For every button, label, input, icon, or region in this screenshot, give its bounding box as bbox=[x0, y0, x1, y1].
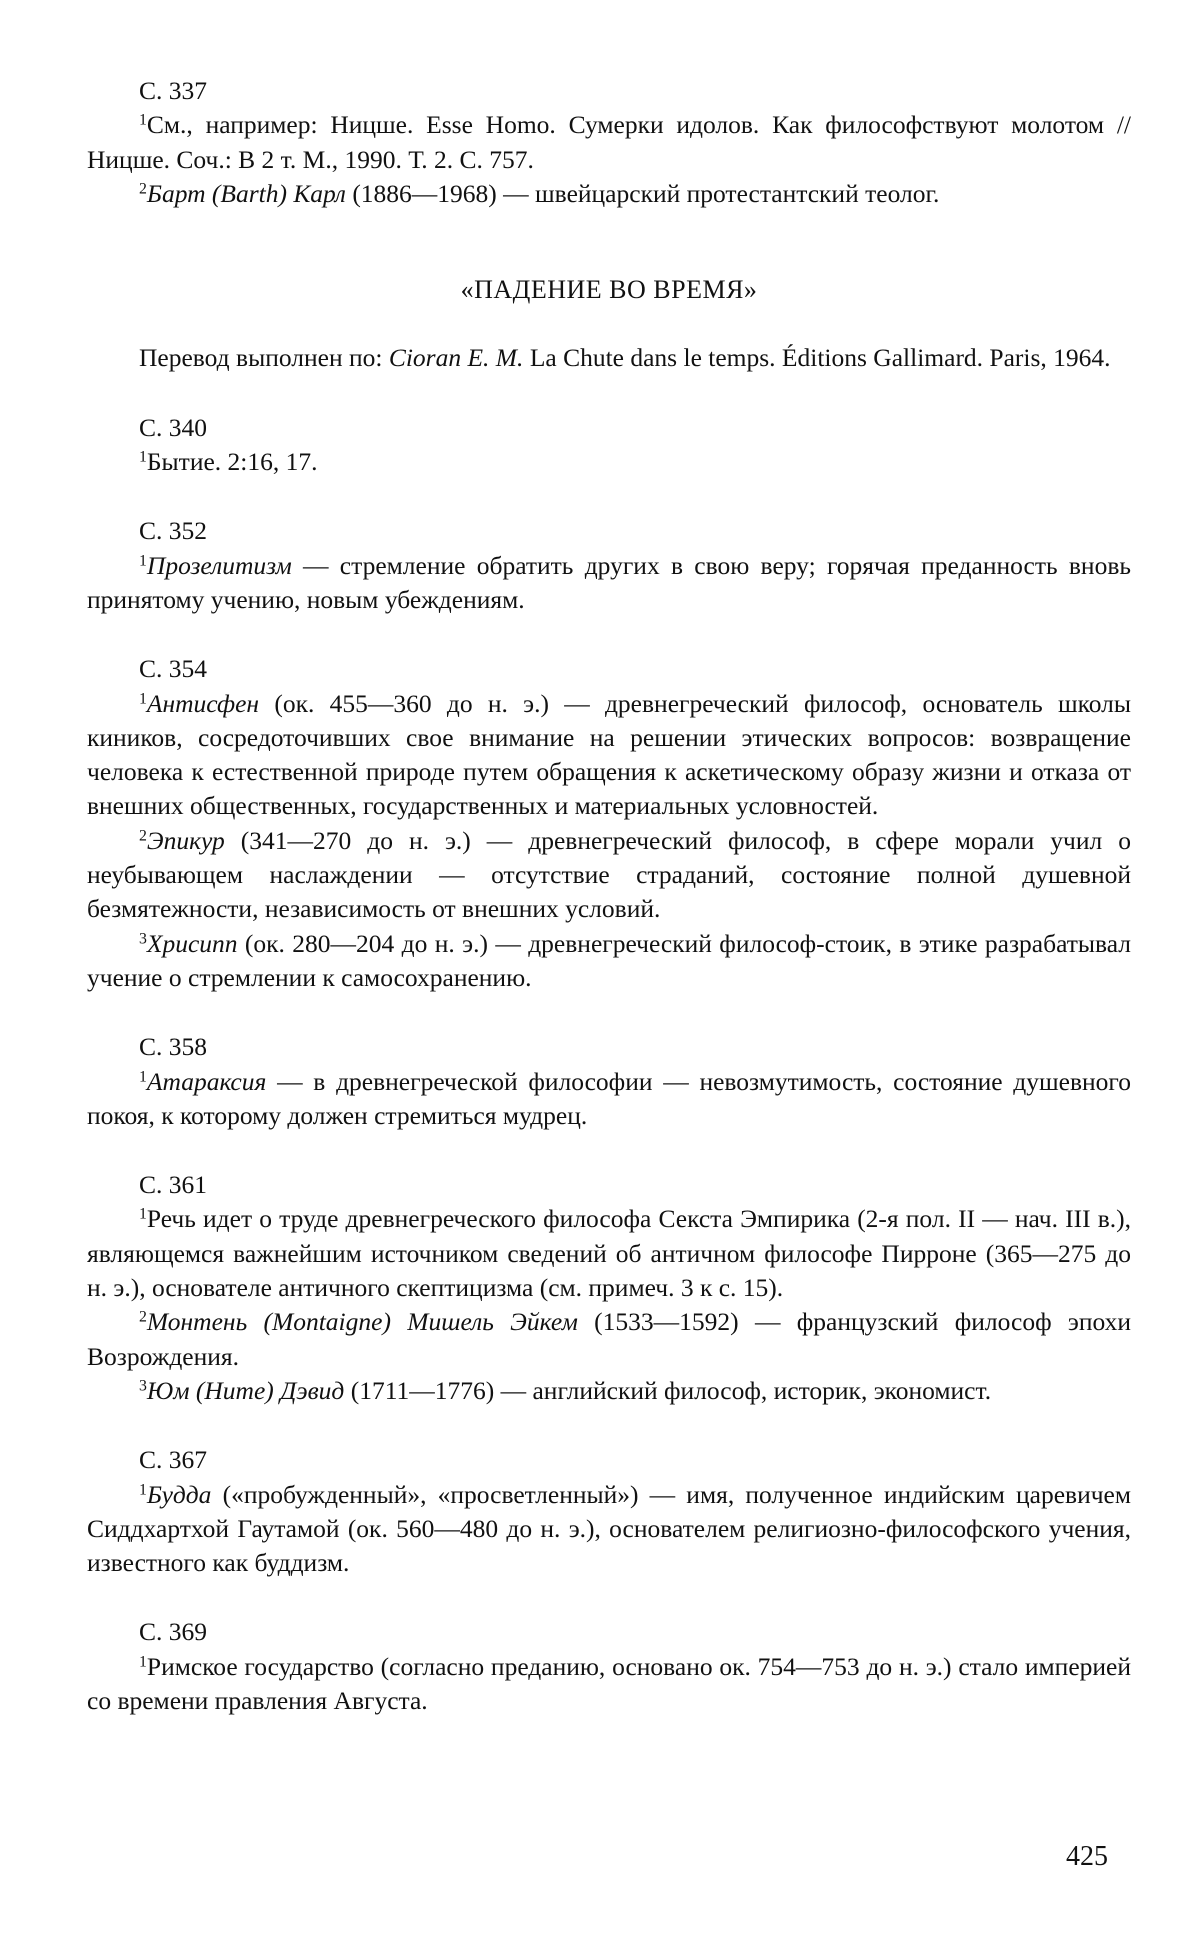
footnote-term: Антисфен bbox=[146, 688, 260, 718]
notes-block bbox=[87, 652, 1131, 995]
footnote-term: Будда bbox=[146, 1479, 212, 1509]
notes-block bbox=[87, 1168, 1131, 1408]
footnote bbox=[87, 687, 1131, 824]
footnote-text: (ок. 280—204 до н. э.) — древнегреческий философ-стоик, в этике разрабатывал учение о стремлении к самосохранению. bbox=[87, 928, 1131, 992]
footnote-number: 2 bbox=[139, 1308, 147, 1326]
notes-block bbox=[87, 1615, 1131, 1718]
footnote-number: 2 bbox=[139, 827, 147, 845]
footnote-number: 1 bbox=[139, 1653, 147, 1670]
translation-note bbox=[87, 341, 1131, 375]
translation-source bbox=[87, 341, 1131, 375]
section-title: «ПАДЕНИЕ ВО ВРЕМЯ» bbox=[460, 275, 758, 305]
footnote bbox=[87, 549, 1131, 618]
page-ref: С. 361 bbox=[139, 1170, 208, 1200]
footnote-text: (341—270 до н. э.) — древнегреческий философ, в сфере морали учил о неубывающем наслаждении — отсутствие страданий, состояние полной душевной безмятежности, независимость от внешних условий. bbox=[87, 825, 1131, 924]
footnote-term: Эпикур bbox=[146, 825, 225, 855]
footnote-text: См., например: Ницше. Esse Homo. Сумерки идолов. Как философствуют молотом // Ницше. Соч.: В 2 т. М., 1990. Т. 2. С. 757. bbox=[87, 110, 1131, 174]
footnote-number: 1 bbox=[139, 1067, 147, 1085]
page-ref: С. 340 bbox=[139, 412, 208, 442]
footnote-number: 1 bbox=[139, 1205, 147, 1223]
footnote-term: Монтень (Montaigne) Мишель Эйкем bbox=[146, 1307, 578, 1337]
footnote-text: («пробужденный», «просветленный») — имя, полученное индийским царевичем Сиддхартхой Гаутамой (ок. 560—480 до н. э.), основателем религиозно-философского учения, известного как буддизм. bbox=[87, 1479, 1131, 1578]
footnote bbox=[87, 824, 1131, 927]
footnote-number: 2 bbox=[139, 180, 147, 198]
footnote bbox=[87, 108, 1131, 177]
notes-block-p337 bbox=[87, 74, 1131, 211]
notes-list bbox=[87, 411, 1131, 1719]
footnote bbox=[87, 1065, 1131, 1134]
footnote-text: (1711—1776) — английский философ, историк, экономист. bbox=[344, 1375, 992, 1405]
page-content bbox=[87, 74, 1131, 1753]
footnote-term: Юм (Hume) Дэвид bbox=[146, 1375, 345, 1405]
footnote-term: Барт (Barth) Карл bbox=[146, 178, 346, 208]
footnote-number: 1 bbox=[139, 1480, 147, 1498]
page-ref: С. 337 bbox=[139, 76, 208, 105]
translation-prefix: Перевод выполнен по: bbox=[139, 343, 389, 373]
notes-block bbox=[87, 1443, 1131, 1580]
footnote-term: Атараксия bbox=[146, 1066, 267, 1096]
footnote-text: Речь идет о труде древнегреческого философа Секста Эмпирика (2-я пол. II — нач. III в.), являющемся важнейшим источником сведений об античном философе Пирроне (365—275 до н. э.), основателе античного скептицизма (см. примеч. 3 к с. 15). bbox=[87, 1204, 1131, 1303]
page-ref: С. 367 bbox=[139, 1445, 208, 1475]
translation-suffix: La Chute dans le temps. Éditions Gallimard. Paris, 1964. bbox=[523, 343, 1111, 373]
footnote-text: (1533—1592) — французский философ эпохи Возрождения. bbox=[87, 1307, 1132, 1371]
translation-author: Cioran E. M. bbox=[388, 343, 524, 373]
footnote bbox=[87, 445, 1131, 479]
footnote-term: Прозелитизм bbox=[146, 550, 292, 580]
footnote-number: 3 bbox=[139, 929, 147, 947]
page-ref: С. 352 bbox=[139, 516, 208, 546]
footnote-term: Хрисипп bbox=[146, 928, 238, 958]
footnote bbox=[87, 177, 1131, 211]
footnote-text: (ок. 455—360 до н. э.) — древнегреческий философ, основатель школы киников, сосредоточивших свое внимание на решении этических вопросов: возвращение человека к естественной природе путем обращения к аскетическому образу жизни и отказа от внешних общественных, государственных и материальных условностей. bbox=[87, 688, 1131, 821]
footnote bbox=[87, 1478, 1131, 1581]
notes-block bbox=[87, 411, 1131, 480]
footnote-text: (1886—1968) — швейцарский протестантский теолог. bbox=[345, 178, 940, 208]
footnote-number: 1 bbox=[139, 689, 147, 707]
footnote-text: Бытие. 2:16, 17. bbox=[146, 447, 318, 477]
footnote-text: — стремление обратить других в свою веру; горячая преданность вновь принятому учению, новым убеждениям. bbox=[87, 550, 1131, 614]
page-ref: С. 358 bbox=[139, 1032, 208, 1062]
footnote-text: Римское государство (согласно преданию, основано ок. 754—753 до н. э.) стало империей со времени правления Августа. bbox=[87, 1651, 1131, 1715]
footnote-number: 1 bbox=[139, 551, 147, 569]
footnote-number: 3 bbox=[139, 1377, 147, 1395]
notes-block bbox=[87, 514, 1131, 617]
page-number: 425 bbox=[1066, 1841, 1108, 1872]
footnote-text: — в древнегреческой философии — невозмутимость, состояние душевного покоя, к которому должен стремиться мудрец. bbox=[87, 1066, 1131, 1130]
page-ref: С. 354 bbox=[139, 654, 208, 684]
footnote bbox=[87, 1202, 1131, 1305]
footnote bbox=[87, 1374, 1131, 1408]
page-ref: С. 369 bbox=[139, 1617, 208, 1647]
footnote bbox=[87, 1305, 1131, 1374]
footnote bbox=[87, 927, 1131, 996]
footnote-number: 1 bbox=[139, 448, 147, 466]
footnote-number: 1 bbox=[139, 111, 147, 129]
footnote bbox=[87, 1650, 1131, 1719]
notes-block bbox=[87, 1030, 1131, 1133]
